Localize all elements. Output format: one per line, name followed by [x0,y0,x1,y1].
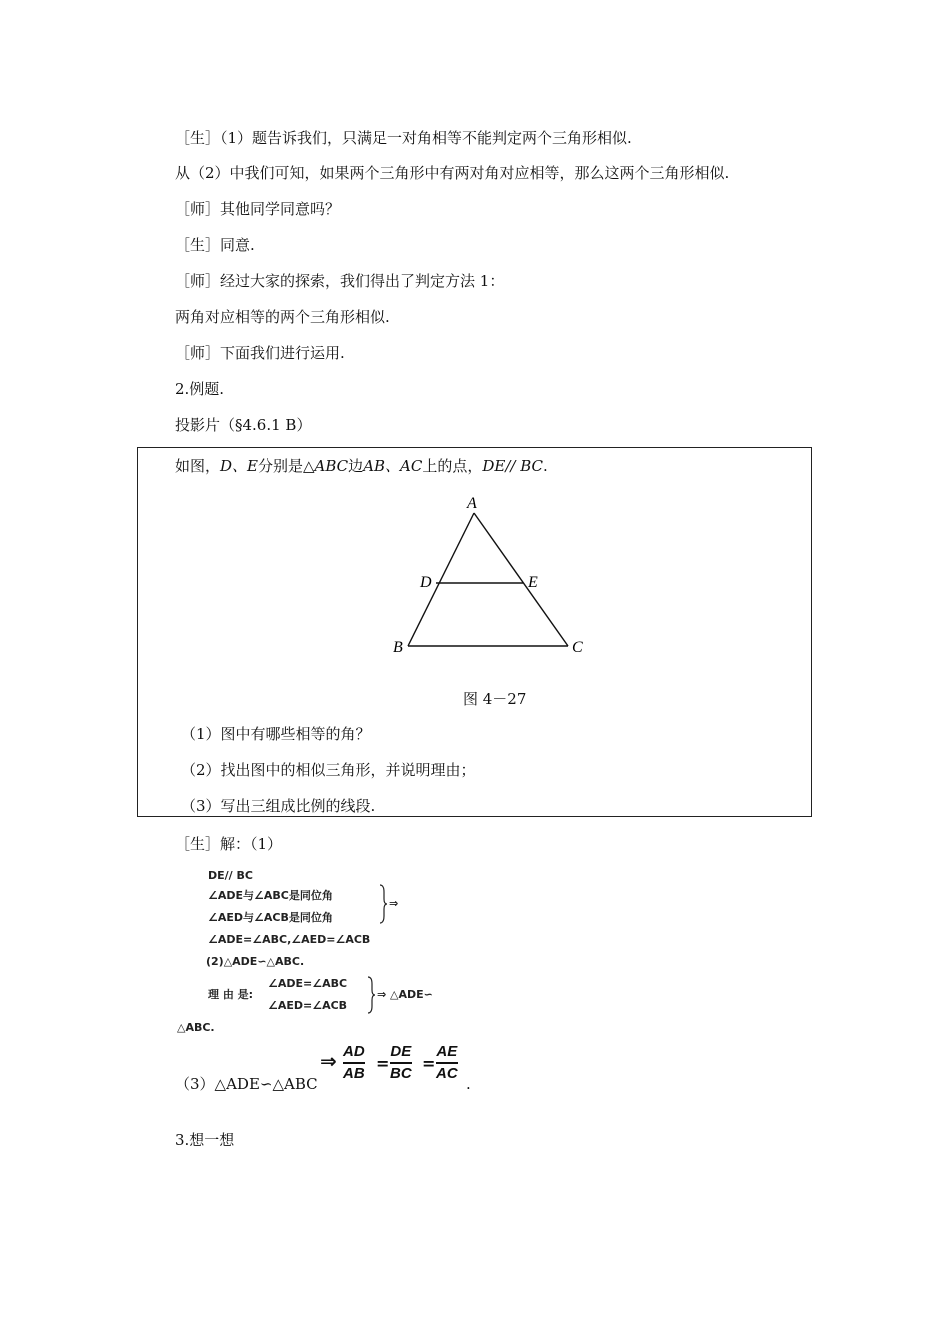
brace-icon [366,976,376,1014]
step-corresponding-1: ∠ADE与∠ABC是同位角 [208,889,333,902]
paragraph-theorem: 两角对应相等的两个三角形相似. [175,308,390,326]
paragraph-student-1: ［生］（1）题告诉我们，只满足一对角相等不能判定两个三角形相似. [175,129,632,147]
step-equal-angles: ∠ADE=∠ABC,∠AED=∠ACB [208,933,371,946]
fraction-denominator: AC [436,1065,458,1082]
intro-parallel: DE// BC [482,457,544,475]
intro-triangle: ABC [314,457,349,475]
implies-arrow: ⇒ [389,897,399,910]
label-d: D [420,574,432,591]
part-3-prefix: （3）△ADE∽△ABC [175,1075,318,1093]
paragraph-teacher-1: ［师］其他同学同意吗？ [175,200,341,218]
section-example: 2.例题. [175,380,225,398]
implies-arrow: ⇒ [320,1049,337,1073]
fraction-de-bc [390,1043,412,1083]
solution-heading: ［生］解：（1） [175,835,283,853]
paragraph-conclusion: 从（2）中我们可知，如果两个三角形中有两对角对应相等，那么这两个三角形相似. [175,164,730,182]
fraction-bar [390,1062,412,1064]
fraction-numerator: AE [436,1043,458,1060]
brace-icon [378,884,388,924]
label-a: A [467,495,477,512]
paragraph-teacher-2: ［师］经过大家的探索，我们得出了判定方法 1： [175,272,505,290]
reason-result-tail: △ABC. [177,1021,215,1034]
label-e: E [528,574,538,591]
fraction-denominator: AB [343,1065,365,1082]
question-2: （2）找出图中的相似三角形，并说明理由； [181,761,476,779]
intro-text: 分别是△ [258,457,315,475]
question-1: （1）图中有哪些相等的角？ [181,725,371,743]
example-box [137,447,812,817]
side-ac [474,513,568,646]
reason-angle-1: ∠ADE=∠ABC [268,977,348,990]
question-3: （3）写出三组成比例的线段. [181,797,376,815]
reason-result: ⇒ △ADE∽ [377,988,433,1001]
triangle-figure [378,488,598,663]
fraction-ae-ac [436,1043,458,1083]
label-b: B [393,639,403,656]
equals-sign: = [422,1054,436,1073]
step-similar: (2)△ADE∽△ABC. [206,955,305,968]
figure-caption: 图 4－27 [463,690,527,708]
fraction-numerator: DE [390,1043,412,1060]
fraction-denominator: BC [390,1065,412,1082]
example-intro [175,456,548,476]
label-c: C [572,639,583,656]
reason-angle-2: ∠AED=∠ACB [268,999,348,1012]
section-think: 3.想一想 [175,1131,235,1149]
step-corresponding-2: ∠AED与∠ACB是同位角 [208,911,333,924]
intro-sides: AB、AC [363,457,423,475]
slide-reference: 投影片（§4.6.1 B） [175,416,312,434]
fraction-numerator: AD [343,1043,365,1060]
reason-label: 理 由 是: [208,988,254,1001]
step-parallel: DE// BC [208,869,253,882]
intro-text: . [543,457,548,475]
fraction-bar [436,1062,458,1064]
paragraph-teacher-3: ［师］下面我们进行运用. [175,344,345,362]
period: . [466,1075,471,1093]
intro-text: 如图， [175,457,221,475]
paragraph-student-2: ［生］同意. [175,236,255,254]
equals-sign: = [376,1054,390,1073]
side-ab [408,513,474,646]
intro-text: 上的点， [422,457,483,475]
fraction-ad-ab [343,1043,365,1083]
fraction-bar [343,1062,365,1064]
intro-points: D、E [220,457,258,475]
intro-text: 边 [348,457,364,475]
